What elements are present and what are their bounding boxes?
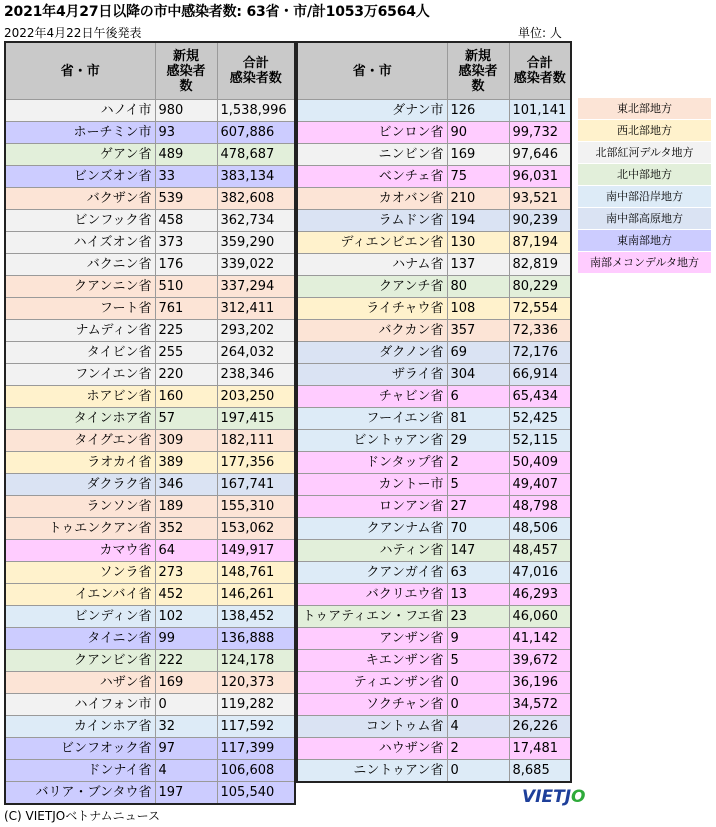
- new-cases: 64: [155, 540, 217, 562]
- province-name: クアンビン省: [5, 650, 155, 672]
- province-name: クアンニン省: [5, 276, 155, 298]
- new-cases: 169: [447, 144, 509, 166]
- province-name: ナムディン省: [5, 320, 155, 342]
- total-cases: 153,062: [217, 518, 295, 540]
- table-row: [5, 386, 295, 408]
- table-row: [5, 122, 295, 144]
- total-cases: 124,178: [217, 650, 295, 672]
- total-cases: 197,415: [217, 408, 295, 430]
- table-row: [297, 298, 571, 320]
- logo-main: VIETJ: [522, 787, 572, 807]
- table-row: [5, 144, 295, 166]
- new-cases: 169: [155, 672, 217, 694]
- new-cases: 357: [447, 320, 509, 342]
- total-cases: 47,016: [509, 562, 571, 584]
- total-cases: 312,411: [217, 298, 295, 320]
- new-cases: 273: [155, 562, 217, 584]
- new-cases: 23: [447, 606, 509, 628]
- total-cases: 72,176: [509, 342, 571, 364]
- new-cases: 0: [155, 694, 217, 716]
- province-name: カマウ省: [5, 540, 155, 562]
- new-cases: 102: [155, 606, 217, 628]
- province-name: ビンフオック省: [5, 738, 155, 760]
- new-cases: 761: [155, 298, 217, 320]
- table-row: [5, 254, 295, 276]
- province-name: ドンナイ省: [5, 760, 155, 782]
- new-cases: 0: [447, 694, 509, 716]
- province-name: ハイズオン省: [5, 232, 155, 254]
- total-cases: 117,592: [217, 716, 295, 738]
- province-name: ディエンビエン省: [297, 232, 447, 254]
- table-row: [5, 452, 295, 474]
- total-cases: 46,293: [509, 584, 571, 606]
- table-row: [5, 650, 295, 672]
- province-name: ゲアン省: [5, 144, 155, 166]
- province-name: ザライ省: [297, 364, 447, 386]
- table-row: [297, 584, 571, 606]
- new-cases: 489: [155, 144, 217, 166]
- new-cases: 539: [155, 188, 217, 210]
- header-province: 省・市: [5, 42, 155, 100]
- total-cases: 149,917: [217, 540, 295, 562]
- province-name: ダクラク省: [5, 474, 155, 496]
- new-cases: 9: [447, 628, 509, 650]
- new-cases: 4: [447, 716, 509, 738]
- province-name: ベンチェ省: [297, 166, 447, 188]
- table-row: [5, 628, 295, 650]
- total-cases: 362,734: [217, 210, 295, 232]
- province-name: トゥエンクアン省: [5, 518, 155, 540]
- vietjo-logo: [522, 787, 585, 807]
- table-row: [297, 562, 571, 584]
- province-name: イエンバイ省: [5, 584, 155, 606]
- table-row: [297, 342, 571, 364]
- new-cases: 194: [447, 210, 509, 232]
- table-row: [297, 386, 571, 408]
- table-row: [5, 210, 295, 232]
- province-name: ダクノン省: [297, 342, 447, 364]
- total-cases: 8,685: [509, 760, 571, 783]
- new-cases: 346: [155, 474, 217, 496]
- legend-item: 南部メコンデルタ地方: [578, 252, 711, 274]
- province-name: ホアビン省: [5, 386, 155, 408]
- province-name: ロンアン省: [297, 496, 447, 518]
- table-row: [297, 474, 571, 496]
- table-row: [5, 562, 295, 584]
- header-province: 省・市: [297, 42, 447, 100]
- new-cases: 176: [155, 254, 217, 276]
- legend-item: 西北部地方: [578, 120, 711, 142]
- total-cases: 138,452: [217, 606, 295, 628]
- new-cases: 189: [155, 496, 217, 518]
- new-cases: 352: [155, 518, 217, 540]
- table-row: [297, 100, 571, 122]
- total-cases: 48,457: [509, 540, 571, 562]
- new-cases: 309: [155, 430, 217, 452]
- province-name: カントー市: [297, 474, 447, 496]
- total-cases: 136,888: [217, 628, 295, 650]
- table-row: [5, 738, 295, 760]
- province-name: フート省: [5, 298, 155, 320]
- legend-item: 北中部地方: [578, 164, 711, 186]
- table-row: [297, 254, 571, 276]
- province-name: ソクチャン省: [297, 694, 447, 716]
- header-new-cases: 新規 感染者 数: [447, 42, 509, 100]
- table-row: [5, 496, 295, 518]
- new-cases: 2: [447, 738, 509, 760]
- region-legend: [578, 98, 711, 274]
- province-name: カオバン省: [297, 188, 447, 210]
- table-row: [297, 650, 571, 672]
- new-cases: 32: [155, 716, 217, 738]
- table-row: [5, 430, 295, 452]
- total-cases: 146,261: [217, 584, 295, 606]
- new-cases: 75: [447, 166, 509, 188]
- new-cases: 93: [155, 122, 217, 144]
- total-cases: 72,554: [509, 298, 571, 320]
- province-name: アンザン省: [297, 628, 447, 650]
- province-name: タイグエン省: [5, 430, 155, 452]
- new-cases: 225: [155, 320, 217, 342]
- table-header-row: [5, 42, 295, 100]
- table-row: [297, 452, 571, 474]
- total-cases: 119,282: [217, 694, 295, 716]
- table-row: [5, 320, 295, 342]
- table-row: [5, 232, 295, 254]
- province-name: バクザン省: [5, 188, 155, 210]
- new-cases: 80: [447, 276, 509, 298]
- province-name: ハイフォン市: [5, 694, 155, 716]
- new-cases: 458: [155, 210, 217, 232]
- province-name: ビンディン省: [5, 606, 155, 628]
- total-cases: 48,798: [509, 496, 571, 518]
- province-name: チャビン省: [297, 386, 447, 408]
- header-total-cases: 合計 感染者数: [509, 42, 571, 100]
- copyright-footer: (C) VIETJOベトナムニュース: [4, 809, 161, 823]
- province-name: ホーチミン市: [5, 122, 155, 144]
- new-cases: 389: [155, 452, 217, 474]
- province-name: タイビン省: [5, 342, 155, 364]
- table-row: [5, 716, 295, 738]
- total-cases: 203,250: [217, 386, 295, 408]
- province-name: ラムドン省: [297, 210, 447, 232]
- new-cases: 137: [447, 254, 509, 276]
- new-cases: 63: [447, 562, 509, 584]
- new-cases: 147: [447, 540, 509, 562]
- table-row: [297, 716, 571, 738]
- new-cases: 69: [447, 342, 509, 364]
- table-row: [5, 540, 295, 562]
- table-row: [297, 496, 571, 518]
- province-name: ドンタップ省: [297, 452, 447, 474]
- new-cases: 81: [447, 408, 509, 430]
- total-cases: 293,202: [217, 320, 295, 342]
- province-name: クアンガイ省: [297, 562, 447, 584]
- table-row: [297, 210, 571, 232]
- total-cases: 96,031: [509, 166, 571, 188]
- new-cases: 2: [447, 452, 509, 474]
- new-cases: 29: [447, 430, 509, 452]
- province-name: バクカン省: [297, 320, 447, 342]
- total-cases: 607,886: [217, 122, 295, 144]
- new-cases: 57: [155, 408, 217, 430]
- new-cases: 210: [447, 188, 509, 210]
- table-row: [297, 606, 571, 628]
- total-cases: 238,346: [217, 364, 295, 386]
- new-cases: 0: [447, 672, 509, 694]
- province-name: フーイエン省: [297, 408, 447, 430]
- province-name: ビントゥアン省: [297, 430, 447, 452]
- cases-table-left: [4, 41, 296, 805]
- total-cases: 359,290: [217, 232, 295, 254]
- table-row: [5, 760, 295, 782]
- table-row: [5, 342, 295, 364]
- total-cases: 339,022: [217, 254, 295, 276]
- province-name: クアンチ省: [297, 276, 447, 298]
- total-cases: 99,732: [509, 122, 571, 144]
- logo-accent: O: [571, 787, 586, 807]
- total-cases: 48,506: [509, 518, 571, 540]
- province-name: ハウザン省: [297, 738, 447, 760]
- table-row: [297, 276, 571, 298]
- new-cases: 222: [155, 650, 217, 672]
- legend-item: 東北部地方: [578, 98, 711, 120]
- province-name: バクニン省: [5, 254, 155, 276]
- total-cases: 46,060: [509, 606, 571, 628]
- table-row: [297, 430, 571, 452]
- province-name: ハザン省: [5, 672, 155, 694]
- announcement-date: 2022年4月22日午後発表: [4, 26, 142, 40]
- province-name: ティエンザン省: [297, 672, 447, 694]
- province-name: ハティン省: [297, 540, 447, 562]
- total-cases: 93,521: [509, 188, 571, 210]
- new-cases: 452: [155, 584, 217, 606]
- province-name: ハノイ市: [5, 100, 155, 122]
- total-cases: 120,373: [217, 672, 295, 694]
- table-row: [5, 100, 295, 122]
- new-cases: 99: [155, 628, 217, 650]
- table-row: [297, 628, 571, 650]
- new-cases: 373: [155, 232, 217, 254]
- total-cases: 82,819: [509, 254, 571, 276]
- table-row: [5, 364, 295, 386]
- province-name: キエンザン省: [297, 650, 447, 672]
- new-cases: 510: [155, 276, 217, 298]
- province-name: トゥアティエン・フエ省: [297, 606, 447, 628]
- total-cases: 17,481: [509, 738, 571, 760]
- table-row: [297, 694, 571, 716]
- table-row: [5, 276, 295, 298]
- total-cases: 478,687: [217, 144, 295, 166]
- new-cases: 4: [155, 760, 217, 782]
- new-cases: 980: [155, 100, 217, 122]
- table-row: [5, 672, 295, 694]
- total-cases: 101,141: [509, 100, 571, 122]
- total-cases: 49,407: [509, 474, 571, 496]
- total-cases: 177,356: [217, 452, 295, 474]
- province-name: バクリエウ省: [297, 584, 447, 606]
- province-name: フンイエン省: [5, 364, 155, 386]
- new-cases: 5: [447, 650, 509, 672]
- province-name: ランソン省: [5, 496, 155, 518]
- total-cases: 148,761: [217, 562, 295, 584]
- header-total-cases: 合計 感染者数: [217, 42, 295, 100]
- new-cases: 33: [155, 166, 217, 188]
- province-name: バリア・ブンタウ省: [5, 782, 155, 805]
- header-new-cases: 新規 感染者 数: [155, 42, 217, 100]
- province-name: ビンロン省: [297, 122, 447, 144]
- table-row: [5, 166, 295, 188]
- new-cases: 0: [447, 760, 509, 783]
- table-row: [297, 408, 571, 430]
- province-name: ビンフック省: [5, 210, 155, 232]
- total-cases: 264,032: [217, 342, 295, 364]
- total-cases: 72,336: [509, 320, 571, 342]
- table-row: [5, 298, 295, 320]
- table-row: [297, 760, 571, 783]
- cases-table-right: [296, 41, 572, 783]
- table-row: [297, 518, 571, 540]
- new-cases: 108: [447, 298, 509, 320]
- total-cases: 65,434: [509, 386, 571, 408]
- total-cases: 66,914: [509, 364, 571, 386]
- total-cases: 39,672: [509, 650, 571, 672]
- province-name: ラオカイ省: [5, 452, 155, 474]
- page-title: 2021年4月27日以降の市中感染者数: 63省・市/計1053万6564人: [4, 4, 430, 20]
- table-row: [5, 694, 295, 716]
- new-cases: 13: [447, 584, 509, 606]
- new-cases: 97: [155, 738, 217, 760]
- table-row: [297, 232, 571, 254]
- total-cases: 1,538,996: [217, 100, 295, 122]
- total-cases: 106,608: [217, 760, 295, 782]
- total-cases: 337,294: [217, 276, 295, 298]
- table-row: [5, 474, 295, 496]
- total-cases: 167,741: [217, 474, 295, 496]
- total-cases: 90,239: [509, 210, 571, 232]
- table-row: [5, 782, 295, 805]
- total-cases: 41,142: [509, 628, 571, 650]
- total-cases: 87,194: [509, 232, 571, 254]
- total-cases: 80,229: [509, 276, 571, 298]
- new-cases: 255: [155, 342, 217, 364]
- table-row: [297, 188, 571, 210]
- table-row: [297, 144, 571, 166]
- total-cases: 155,310: [217, 496, 295, 518]
- legend-item: 南中部高原地方: [578, 208, 711, 230]
- legend-item: 南中部沿岸地方: [578, 186, 711, 208]
- province-name: ソンラ省: [5, 562, 155, 584]
- province-name: クアンナム省: [297, 518, 447, 540]
- province-name: タイニン省: [5, 628, 155, 650]
- table-row: [297, 364, 571, 386]
- total-cases: 50,409: [509, 452, 571, 474]
- total-cases: 97,646: [509, 144, 571, 166]
- new-cases: 90: [447, 122, 509, 144]
- province-name: ライチャウ省: [297, 298, 447, 320]
- legend-item: 北部紅河デルタ地方: [578, 142, 711, 164]
- new-cases: 126: [447, 100, 509, 122]
- new-cases: 6: [447, 386, 509, 408]
- table-row: [5, 584, 295, 606]
- table-row: [5, 606, 295, 628]
- table-row: [5, 518, 295, 540]
- province-name: ダナン市: [297, 100, 447, 122]
- new-cases: 70: [447, 518, 509, 540]
- unit-label: 単位: 人: [518, 26, 562, 40]
- new-cases: 220: [155, 364, 217, 386]
- province-name: コントゥム省: [297, 716, 447, 738]
- total-cases: 117,399: [217, 738, 295, 760]
- table-row: [297, 122, 571, 144]
- new-cases: 197: [155, 782, 217, 805]
- total-cases: 182,111: [217, 430, 295, 452]
- total-cases: 382,608: [217, 188, 295, 210]
- new-cases: 130: [447, 232, 509, 254]
- province-name: ハナム省: [297, 254, 447, 276]
- province-name: ニントゥアン省: [297, 760, 447, 783]
- total-cases: 36,196: [509, 672, 571, 694]
- table-row: [5, 408, 295, 430]
- new-cases: 160: [155, 386, 217, 408]
- legend-item: 東南部地方: [578, 230, 711, 252]
- new-cases: 304: [447, 364, 509, 386]
- table-row: [297, 672, 571, 694]
- province-name: ビンズオン省: [5, 166, 155, 188]
- total-cases: 52,425: [509, 408, 571, 430]
- table-header-row: [297, 42, 571, 100]
- total-cases: 26,226: [509, 716, 571, 738]
- table-row: [297, 540, 571, 562]
- table-row: [297, 738, 571, 760]
- new-cases: 5: [447, 474, 509, 496]
- province-name: カインホア省: [5, 716, 155, 738]
- total-cases: 52,115: [509, 430, 571, 452]
- new-cases: 27: [447, 496, 509, 518]
- table-row: [297, 166, 571, 188]
- province-name: ニンビン省: [297, 144, 447, 166]
- province-name: タインホア省: [5, 408, 155, 430]
- total-cases: 34,572: [509, 694, 571, 716]
- total-cases: 383,134: [217, 166, 295, 188]
- table-row: [297, 320, 571, 342]
- table-row: [5, 188, 295, 210]
- total-cases: 105,540: [217, 782, 295, 805]
